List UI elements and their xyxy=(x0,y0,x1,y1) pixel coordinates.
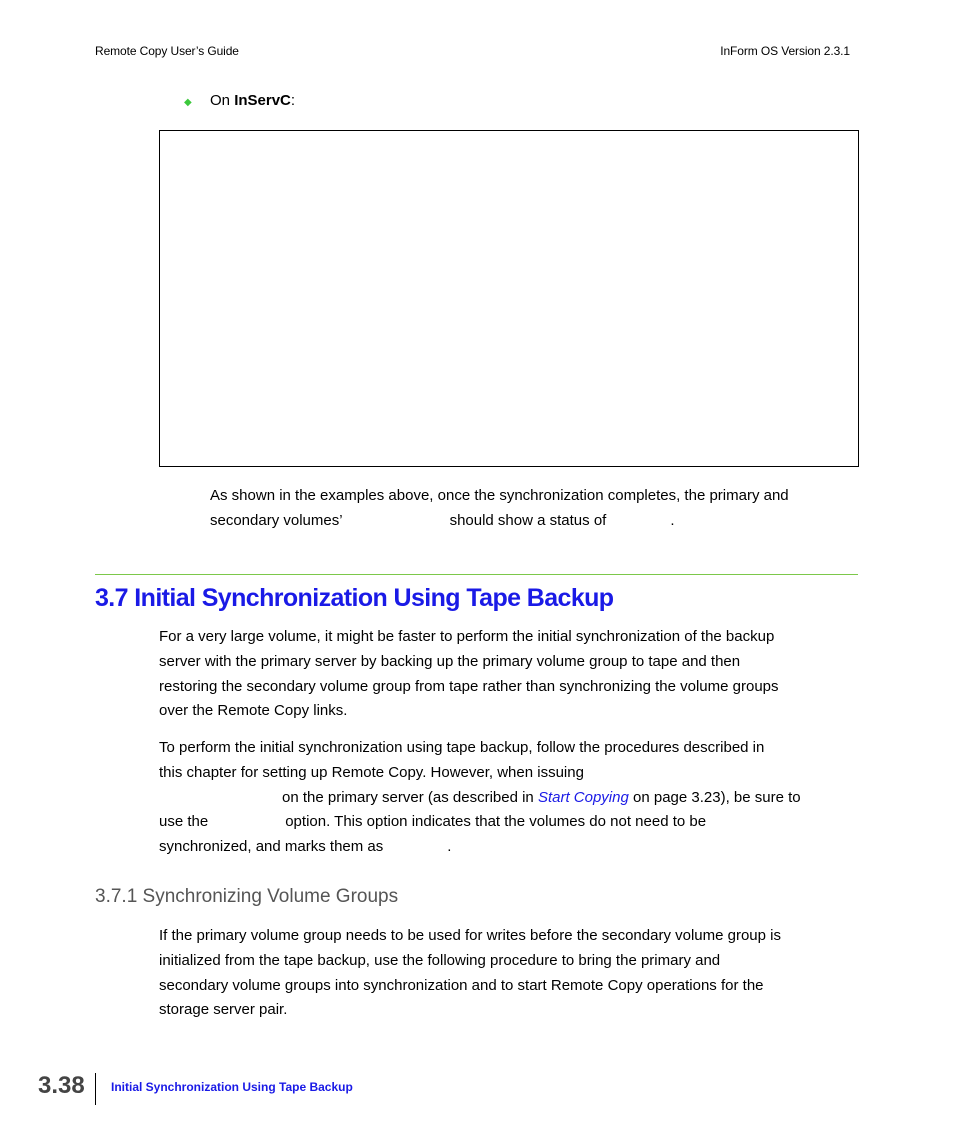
footer-section-label: Initial Synchronization Using Tape Backup xyxy=(111,1080,353,1094)
para2-line-4-start: use the xyxy=(159,813,209,831)
subsection-heading: 3.7.1 Synchronizing Volume Groups xyxy=(95,886,399,907)
status-line-2 xyxy=(210,509,870,534)
section-paragraph-1 xyxy=(159,625,869,724)
sub-line-4: storage server pair. xyxy=(159,1001,288,1019)
running-header-version: InForm OS Version 2.3.1 xyxy=(720,44,850,58)
para2-line-3-end: on page 3.23), be sure to xyxy=(628,788,801,806)
para1-line-1: For a very large volume, it might be faster to perform the initial synchronization of the backup xyxy=(159,628,775,645)
start-copying-link[interactable]: Start Copying xyxy=(537,788,629,806)
bullet-prefix: On xyxy=(210,92,235,109)
para2-line-5 xyxy=(159,835,869,860)
para1-line-4: over the Remote Copy links. xyxy=(159,702,348,720)
para2-line-1: To perform the initial synchronization using tape backup, follow the procedures described in xyxy=(159,739,765,756)
section-heading: 3.7 Initial Synchronization Using Tape Backup xyxy=(95,584,614,612)
sub-line-1: If the primary volume group needs to be used for writes before the secondary volume group is xyxy=(159,927,781,944)
status-line-2-end: . xyxy=(670,511,675,529)
para2-line-5-start: synchronized, and marks them as xyxy=(159,838,384,856)
code-output-box xyxy=(159,130,859,467)
status-paragraph xyxy=(210,484,870,534)
para2-line-5-end: . xyxy=(447,838,452,856)
para2-line-4 xyxy=(159,810,869,835)
bullet-suffix: : xyxy=(290,92,296,109)
para2-line-4-end: option. This option indicates that the volumes do not need to be xyxy=(285,813,707,831)
sub-line-3: secondary volume groups into synchronization and to start Remote Copy operations for the xyxy=(159,976,764,994)
subsection-paragraph xyxy=(159,924,869,1023)
running-header-title: Remote Copy User’s Guide xyxy=(95,44,239,58)
para2-line-3-start: on the primary server (as described in xyxy=(282,788,538,806)
status-line-2-mid: should show a status of xyxy=(449,511,607,529)
diamond-bullet-icon: ◆ xyxy=(184,97,192,108)
para1-line-3: restoring the secondary volume group from tape rather than synchronizing the volume groups xyxy=(159,677,779,695)
status-line-2-start: secondary volumes’ xyxy=(210,511,343,529)
section-paragraph-2 xyxy=(159,736,869,860)
bullet-item xyxy=(184,92,295,109)
sub-line-2: initialized from the tape backup, use the following procedure to bring the primary and xyxy=(159,951,721,969)
section-divider xyxy=(95,574,858,575)
para1-line-2: server with the primary server by backing up the primary volume group to tape and then xyxy=(159,652,741,670)
para2-line-3 xyxy=(159,786,869,811)
page-number: 3.38 xyxy=(38,1072,85,1099)
para2-line-2: this chapter for setting up Remote Copy. However, when issuing xyxy=(159,763,584,781)
bullet-server-name: InServC xyxy=(234,92,291,109)
status-line-1: As shown in the examples above, once the synchronization completes, the primary and xyxy=(210,487,789,504)
footer-divider xyxy=(95,1073,96,1105)
